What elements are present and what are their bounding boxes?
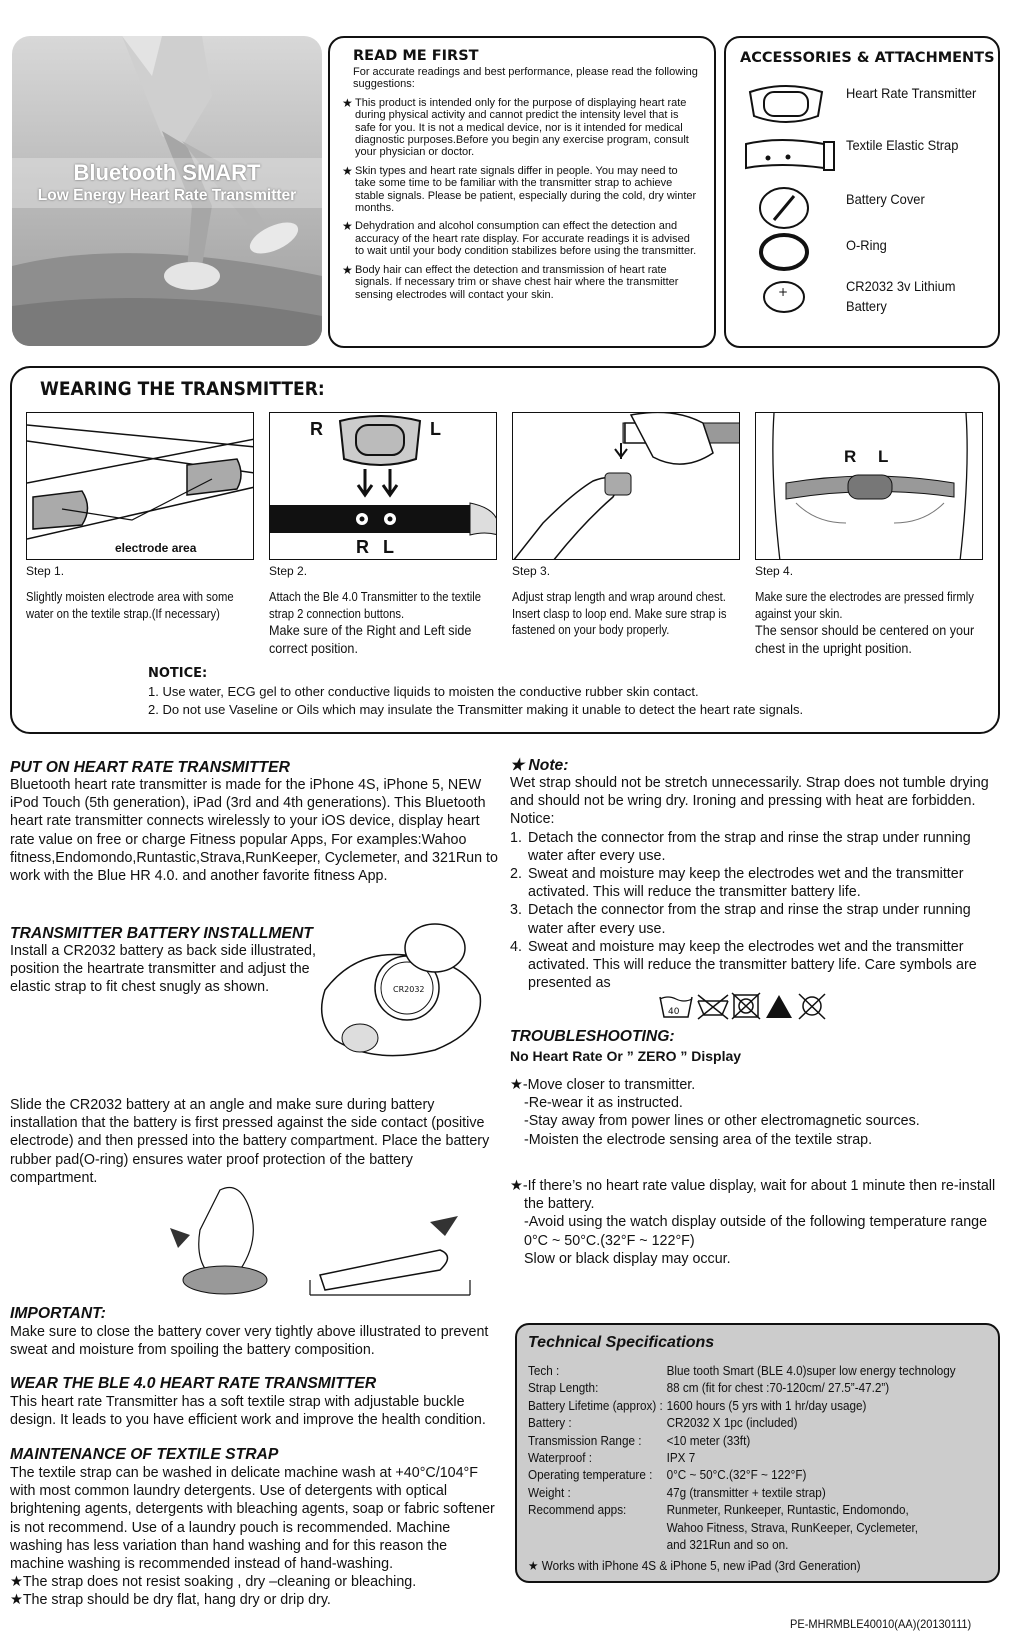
wash-40-icon [660,997,692,1017]
battery-install-illustration [315,920,500,1065]
right-label-bottom: R [356,537,369,557]
hero-subtitle: Low Energy Heart Rate Transmitter [37,187,297,204]
note-item: 4. Sweat and moisture may keep the electrodes wet and the transmitter activated. This will reduce the transmitter battery life. Care symbols are presented as [510,938,977,992]
note-title: ★ Note: [510,757,569,774]
maintenance-star-1: ★The strap does not resist soaking , dry –cleaning or bleaching. [10,1574,417,1591]
accessory-item: + CR2032 3v Lithium Battery [726,276,998,316]
step-description: Slightly moisten electrode area with some water on the textile strap.(If necessary) [26,590,234,621]
svg-text:+: + [778,285,789,299]
readme-item: ★ Dehydration and alcohol consumption can effect the detection and accuracy of the heart rate display. For accurate readings it is advised to wait until your body condition stabilizes before using the transmitter. [342,219,697,258]
no-dry-clean-icon [732,993,760,1019]
important-title: IMPORTANT: [10,1305,106,1322]
troubleshooting-group-1: ★-Move closer to transmitter. -Re-wear it as instructed. -Stay away from power lines or other electromagnetic sources. -Moisten the electrode sensing area of the textile strap. [510,1077,920,1148]
maintenance-body: The textile strap can be washed in delicate machine wash at +40°C/104°F with most common laundry detergents. Use of detergents with optical brightening agents, detergents with bleaching agents, soap or fabric softener is not recommend. Use of a laundry pouch is recommended. Machine washing has less variation than hand washing and for this reason the machine washing is recommended instead of hand-washing. ★The strap does not resist soaking , dry –cleaning or bleaching. ★The strap should be dry flat, hang dry or drip dry. [10,1465,495,1609]
step-label: Step 2. [269,564,308,578]
maintenance-title: MAINTENANCE OF TEXTILE STRAP [10,1446,279,1463]
hero-title: Bluetooth SMART [73,160,261,185]
no-tumble-dry-icon [698,995,728,1019]
no-iron-icon [799,994,825,1019]
battery-body-2: Slide the CR2032 battery at an angle and make sure during battery installation that the battery is first pressed against the side contact (positive electrode) and then pressed into the battery compartment. Place the battery rubber pad(O-ring) ensures water proof protection of the battery compartment. [10,1097,490,1186]
wearing-title: WEARING THE TRANSMITTER: [40,378,325,400]
step-label: Step 1. [26,564,65,578]
troubleshooting-subtitle: No Heart Rate Or ” ZERO ” Display [510,1048,742,1064]
accessories-box [724,36,1000,348]
readme-item: ★ Skin types and heart rate signals differ in people. You may need to take some time to be familiar with the transmitter strap to achieve stable signals. Please be patient, especially during the cold, dry winter months. [342,163,697,215]
right-label: R [310,419,323,439]
note-item: 2. Sweat and moisture may keep the electrodes wet and the transmitter activated. This will reduce the transmitter battery life. [510,866,964,901]
step2-panel [269,412,497,560]
accessory-item: Heart Rate Transmitter [726,84,998,124]
battery-title: TRANSMITTER BATTERY INSTALLMENT [10,925,313,942]
important-body: Make sure to close the battery cover very tightly above illustrated to prevent sweat and moisture from spoiling the battery composition. [10,1324,489,1359]
chest-left-label: L [878,447,889,466]
step-description: Adjust strap length and wrap around chest. Insert clasp to loop end. Make sure strap is fastened on your body properly. [512,590,727,637]
readme-item: ★ This product is intended only for the purpose of displaying heart rate during physical activity and cannot predict the intensity level that is safe for you. It is not a medical device, nor is it intended for medical diagnostic purposes.Before you begin any exercise program, consult your physician or doctor. [342,95,689,159]
battery-press-illustration [140,1180,480,1315]
accessory-item: O-Ring [726,236,998,276]
adjust-strap-illustration [513,413,740,560]
accessory-item: Battery Cover [726,190,998,230]
specs-box [515,1323,1000,1583]
wear-ble-body: This heart rate Transmitter has a soft textile strap with adjustable buckle design. It leads to you have efficient work and improve the health condition. [10,1394,486,1429]
specs-table: Tech : Blue tooth Smart (BLE 4.0)super low energy technology Strap Length: 88 cm (fit for chest :70-120cm/ 27.5”-47.2”) Battery Lifetime (approx) : 1600 hours (5 yrs with 1 hr/day usage) Battery : CR2032 X 1pc (included) Transmission Range : <10 meter (33ft) Waterproof : IPX 7 Operating temperature : 0°C ~ 50°C.(32°F ~ 122°F) Weight : 47g (transmitter + textile strap) Recommend apps: Runmeter, Runkeeper, Runtastic, Endomondo, Wahoo Fitness, Strava, RunKeeper, Cyclemeter, and 321Run and so on. [528,1364,956,1552]
wear-ble-title: WEAR THE BLE 4.0 HEART RATE TRANSMITTER [10,1375,377,1392]
battery-cover-icon [758,186,810,230]
accessories-title: ACCESSORIES & ATTACHMENTS [740,50,995,66]
readme-box [328,36,716,348]
transmitter-icon [746,84,826,124]
step4-panel [755,412,983,560]
battery-mark: CR2032 [393,985,425,994]
electrode-area-label: electrode area [115,541,197,555]
battery-body: Install a CR2032 battery as back side illustrated, position the heartrate transmitter and adjust the elastic strap to fit chest snugly as shown. [10,943,316,996]
step-description: Attach the Ble 4.0 Transmitter to the textile strap 2 connection buttons. Make sure of the Right and Left side correct position. [269,590,481,656]
chest-illustration [756,413,983,560]
readme-item: ★ Body hair can effect the detection and transmission of heart rate signals. If necessary trim or shave chest hair where the transmitter sensing electrodes will contact your skin. [342,262,679,301]
document-code: PE-MHRMBLE40010(AA)(20130111) [790,1617,972,1631]
specs-footnote: ★ Works with iPhone 4S & iPhone 5, new iPad (3rd Generation) [528,1559,861,1573]
note-body: Wet strap should not be stretch unnecessarily. Strap does not tumble drying and should not be wring dry. Ironing and pressing with heat are forbidden. Notice: 1. Detach the connector from the strap and rinse the strap under running water after every use. 2. Sweat and moisture may keep the electrodes wet and the transmitter activated. This will reduce the transmitter battery life. 3. Detach the connector from the strap and rinse the strap under running water after every use. 4. Sweat and moisture may keep the electrodes wet and the transmitter activated. This will reduce the transmitter battery life. Care symbols are presented as [510,774,1000,992]
notice-item: 1. Use water, ECG gel to other conductive liquids to moisten the conductive rubber skin contact. [148,684,699,699]
notice-item: 2. Do not use Vaseline or Oils which may insulate the Transmitter making it unable to detect the heart rate signals. [148,702,804,717]
svg-text:40: 40 [668,1007,680,1017]
left-label-bottom: L [383,537,394,557]
strap-electrode-illustration [27,413,254,560]
chest-right-label: R [844,447,857,466]
put-on-body: Bluetooth heart rate transmitter is made for the iPhone 4S, iPhone 5, NEW iPod Touch (5th generation), iPad (3rd and 4th generations). This Bluetooth heart rate transmitter connects wirelessly to your iOS device, display heart rate value on free or charge Fitness popular Apps, For examples:Wahoo fitness,Endomondo,Runtastic,Strava,RunKeeper, Cyclemeter, and 321Run to work with the Blue HR 4.0. and another favorite fitness App. [10,777,498,885]
accessory-item: Textile Elastic Strap [726,136,998,176]
readme-title: READ ME FIRST [353,48,479,64]
notice-title: NOTICE: [148,666,208,681]
step-label: Step 4. [755,564,794,578]
o-ring-icon [758,232,810,272]
troubleshooting-title: TROUBLESHOOTING: [510,1028,675,1045]
step-label: Step 3. [512,564,551,578]
strap-icon [740,134,840,178]
step3-panel [512,412,740,560]
specs-title: Technical Specifications [528,1334,715,1351]
note-item: 3. Detach the connector from the strap and rinse the strap under running water after every use. [510,902,971,937]
left-label: L [430,419,441,439]
readme-intro: For accurate readings and best performance, please read the following suggestions: [353,66,698,91]
note-item: 1. Detach the connector from the strap and rinse the strap under running water after every use. [510,829,971,864]
maintenance-star-2: ★The strap should be dry flat, hang dry or drip dry. [10,1592,331,1609]
troubleshooting-group-2: ★-If there’s no heart rate value display, wait for about 1 minute then re-install the battery. -Avoid using the watch display outside of the following temperature range 0°C ~ 50°C.(32°F ~ 122°F) Slow or black display may occur. [510,1178,996,1267]
step-description: Make sure the electrodes are pressed firmly against your skin. The sensor should be centered on your chest in the upright position. [755,590,975,656]
hero-image [12,36,322,346]
put-on-title: PUT ON HEART RATE TRANSMITTER [10,759,290,776]
bleach-icon [766,995,792,1018]
step1-panel [26,412,254,560]
care-symbols [658,991,828,1021]
coin-battery-icon [762,280,806,314]
